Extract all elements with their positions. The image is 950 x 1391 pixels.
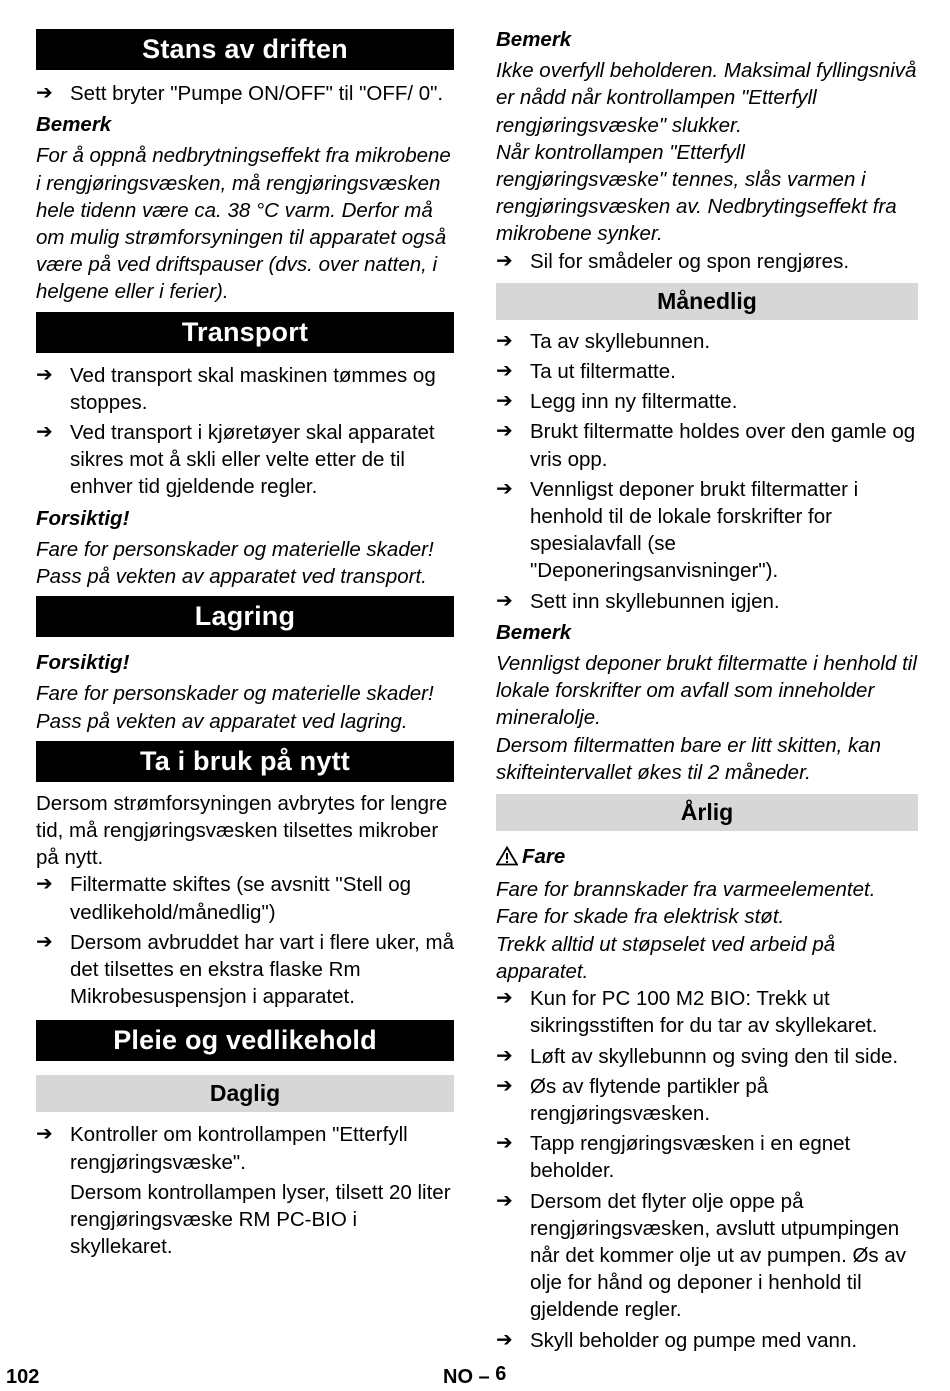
list-item: ➔ Skyll beholder og pumpe med vann.	[496, 1327, 918, 1354]
list-item: ➔ Vennligst deponer brukt filtermatter i henhold til de lokale forskrifter for spesialavfall (se "Deponeringsanvisninger").	[496, 477, 859, 583]
list-item: ➔ Ta av skyllebunnen.	[496, 328, 918, 355]
list-item: ➔ Sil for smådeler og spon rengjøres.	[496, 248, 918, 275]
arrow-icon: ➔	[36, 82, 53, 104]
arrow-icon: ➔	[496, 249, 513, 272]
list-item: ➔ Sett inn skyllebunnen igjen.	[496, 588, 918, 615]
arrow-icon: ➔	[36, 930, 53, 953]
arrow-icon: ➔	[496, 1328, 513, 1351]
warning-title: Forsiktig!	[36, 506, 130, 530]
subsection-heading-aarlig: Årlig	[496, 794, 918, 831]
warning-text: Fare for personskader og materielle skader! Pass på vekten av apparatet ved lagring.	[36, 682, 434, 733]
danger-text: Trekk alltid ut støpselet ved arbeid på apparatet.	[496, 932, 836, 983]
subsection-heading-maanedlig: Månedlig	[496, 283, 918, 320]
list-item: ➔ Tapp rengjøringsvæsken i en egnet beholder.	[496, 1132, 851, 1183]
list-item: ➔ Løft av skyllebunnn og sving den til side.	[496, 1043, 918, 1070]
warning-title: Forsiktig!	[36, 651, 130, 675]
danger-text: Fare for skade fra elektrisk støt.	[496, 905, 785, 929]
danger-title-text: Fare	[522, 845, 566, 869]
danger-text: Fare for brannskader fra varmeelementet.	[496, 878, 876, 902]
list-item: ➔ Dersom det flyter olje oppe på rengjøringsvæsken, avslutt utpumpingen når det kommer olje ut av pumpen. Øs av olje for hånd og deponer i henhold til gjeldende regler.	[496, 1189, 907, 1322]
list-item: ➔ Ved transport skal maskinen tømmes og stoppes.	[36, 363, 436, 414]
page-number: 102	[6, 1366, 40, 1388]
arrow-icon: ➔	[496, 1044, 513, 1067]
arrow-icon: ➔	[496, 1132, 513, 1155]
monthly-list	[496, 328, 918, 615]
arrow-icon: ➔	[496, 329, 513, 352]
arrow-icon: ➔	[496, 420, 513, 443]
list-item: ➔ Brukt filtermatte holdes over den gamle og vris opp.	[496, 420, 916, 471]
footer-section	[443, 1364, 506, 1391]
list-item: ➔ Sett bryter "Pumpe ON/OFF" til "OFF/ 0".	[36, 80, 454, 107]
footer-section-page: 6	[495, 1363, 507, 1385]
warning-triangle-icon	[496, 846, 522, 873]
yearly-list	[496, 985, 918, 1354]
right-column	[496, 26, 918, 1354]
arrow-icon: ➔	[496, 390, 513, 413]
list-item: ➔ Kun for PC 100 M2 BIO: Trekk ut sikringsstiften for du tar av skyllekaret.	[496, 987, 878, 1038]
note-text: Ikke overfyll beholderen. Maksimal fyllingsnivå er nådd når kontrollampen "Etterfyll rengjøringsvæske" slukker.	[496, 59, 917, 137]
note-text: For å oppnå nedbrytningseffekt fra mikrobene i rengjøringsvæsken, må rengjøringsvæsken hele tidenn være ca. 38 °C varm. Derfor må om mulig strømforsyningen til apparatet også være på ved driftspauser (dvs. over natten, i helgene eller i ferier).	[36, 144, 451, 304]
note-title: Bemerk	[36, 113, 112, 137]
note-text: Når kontrollampen "Etterfyll rengjøringsvæske" tennes, slås varmen i rengjøringsvæsken av. Nedbrytingseffekt fra mikrobene synker.	[496, 140, 897, 246]
arrow-icon: ➔	[36, 363, 53, 386]
note-text: Dersom filtermatten bare er litt skitten, kan skifteintervallet økes til 2 måneder.	[496, 733, 882, 784]
danger-title	[496, 843, 918, 873]
note-title: Bemerk	[496, 620, 572, 644]
list-item: ➔ Øs av flytende partikler på rengjøringsvæsken.	[496, 1074, 769, 1125]
subsection-heading-daglig: Daglig	[36, 1075, 454, 1112]
arrow-icon: ➔	[36, 873, 53, 896]
section-heading-transport: Transport	[36, 312, 454, 353]
section-heading-stans: Stans av driften	[36, 29, 454, 70]
list-item: ➔ Legg inn ny filtermatte.	[496, 388, 918, 415]
list-item-continuation: Dersom kontrollampen lyser, tilsett 20 liter rengjøringsvæske RM PC-BIO i skyllekaret.	[70, 1180, 451, 1259]
note-title: Bemerk	[496, 28, 572, 51]
list-item: ➔ Kontroller om kontrollampen "Etterfyll rengjøringsvæske".	[36, 1123, 408, 1174]
warning-text: Fare for personskader og materielle skader! Pass på vekten av apparatet ved transport.	[36, 537, 434, 589]
note-text: Vennligst deponer brukt filtermatte i henhold til lokale forskrifter om avfall som inneholder mineralolje.	[496, 652, 917, 730]
list-item: ➔ Ved transport i kjøretøyer skal apparatet sikres mot å skli eller velte etter de til enhver tid gjeldende regler.	[36, 421, 435, 499]
arrow-icon: ➔	[496, 477, 513, 500]
arrow-icon: ➔	[496, 1189, 513, 1212]
arrow-icon: ➔	[496, 589, 513, 612]
arrow-icon: ➔	[496, 1074, 513, 1097]
section-heading-lagring: Lagring	[36, 596, 454, 637]
left-column	[36, 26, 454, 1261]
list-item: ➔ Dersom avbruddet har vart i flere uker, må det tilsettes en ekstra flaske Rm Mikrobesuspensjon i apparatet.	[36, 930, 454, 1009]
arrow-icon: ➔	[496, 987, 513, 1010]
arrow-icon: ➔	[496, 360, 513, 383]
arrow-icon: ➔	[36, 421, 53, 444]
arrow-icon: ➔	[36, 1123, 53, 1146]
list-item: ➔ Ta ut filtermatte.	[496, 358, 918, 385]
paragraph: Dersom strømforsyningen avbrytes for lengre tid, må rengjøringsvæsken tilsettes mikrober på nytt.	[36, 791, 448, 870]
section-heading-ta-i-bruk: Ta i bruk på nytt	[36, 741, 454, 782]
list-item: ➔ Filtermatte skiftes (se avsnitt "Stell og vedlikehold/månedlig")	[36, 873, 412, 924]
footer-section-label: NO –	[443, 1366, 490, 1388]
section-heading-pleie: Pleie og vedlikehold	[36, 1020, 454, 1061]
